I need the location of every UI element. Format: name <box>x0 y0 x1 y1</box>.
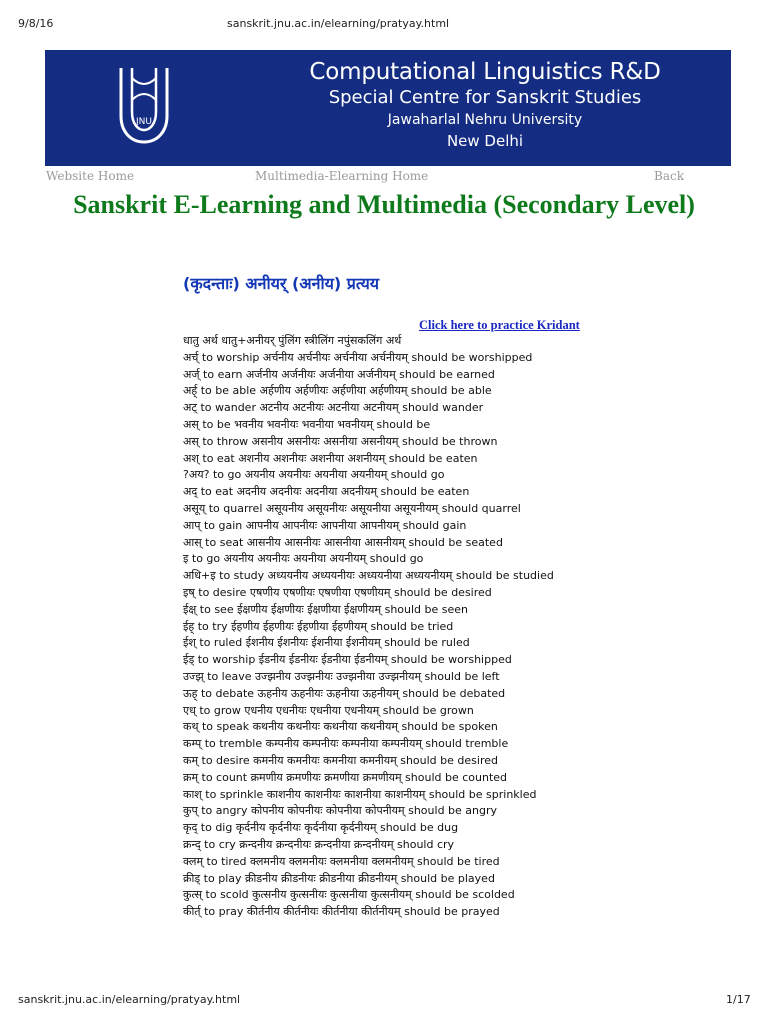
list-item: अर्च् to worship अर्चनीय अर्चनीयः अर्चनीया अर्चनीयम् should be worshipped <box>183 350 533 364</box>
list-item: कम्प् to tremble कम्पनीय कम्पनीयः कम्पनीया कम्पनीयम् should tremble <box>183 737 509 751</box>
list-item: कीर्त् to pray कीर्तनीय कीर्तनीयः कीर्तनीया कीर्तनीयम् should be prayed <box>183 905 500 919</box>
list-item: एध् to grow एधनीय एधनीयः एधनीया एधनीयम् should be grown <box>183 703 474 717</box>
list-item: अर्ज् to earn अर्जनीय अर्जनीयः अर्जनीया अर्जनीयम् should be earned <box>183 367 495 381</box>
banner-line-4: New Delhi <box>446 132 524 151</box>
print-date: 9/8/16 <box>18 17 54 30</box>
nav-back[interactable]: Back <box>654 169 684 183</box>
list-item: अस् to be भवनीय भवनीयः भवनीया भवनीयम् should be <box>183 417 431 431</box>
list-item: आप् to gain आपनीय आपनीयः आपनीया आपनीयम् should gain <box>183 518 467 532</box>
list-item: ?अय? to go अयनीय अयनीयः अयनीया अयनीयम् should go <box>183 468 445 482</box>
nav-multimedia-home[interactable]: Multimedia-Elearning Home <box>255 169 429 183</box>
list-item: ईड् to worship ईडनीय ईडनीयः ईडनीया ईडनीयम् should be worshipped <box>183 653 512 667</box>
list-item: ऊह् to debate ऊहनीय ऊहनीयः ऊहनीया ऊहनीयम् should be debated <box>183 686 506 700</box>
list-item: असूय् to quarrel असूयनीय असूयनीयः असूयनीया असूयनीयम् should quarrel <box>183 501 521 515</box>
list-item: अधि+इ to study अध्ययनीय अध्ययनीयः अध्ययनीया अध्ययनीयम् should be studied <box>183 569 554 583</box>
jnu-logo-icon <box>118 64 170 146</box>
list-item: आस् to seat आसनीय आसनीयः आसनीया आसनीयम् should be seated <box>183 535 503 549</box>
practice-kridant-link[interactable]: Click here to practice Kridant <box>419 318 580 332</box>
list-item: अश् to eat अशनीय अशनीयः अशनीया अशनीयम् should be eaten <box>183 451 478 465</box>
print-footer-url: sanskrit.jnu.ac.in/elearning/pratyay.html <box>18 993 241 1006</box>
list-header-row: धातु अर्थ धातु+अनीयर् पुंलिंग स्त्रीलिंग नपुंसकलिंग अर्थ <box>183 334 402 347</box>
list-item: अस् to throw असनीय असनीयः असनीया असनीयम् should be thrown <box>183 434 498 448</box>
list-item: अट् to wander अटनीय अटनीयः अटनीया अटनीयम् should wander <box>183 401 484 415</box>
nav-website-home[interactable]: Website Home <box>46 169 135 183</box>
list-item: क्रम् to count क्रमणीय क्रमणीयः क्रमणीया क्रमणीयम् should be counted <box>183 770 508 784</box>
pratyay-list <box>183 333 555 921</box>
list-item: इ to go अयनीय अयनीयः अयनीया अयनीयम् should go <box>183 552 424 566</box>
banner-line-2: Special Centre for Sanskrit Studies <box>328 87 642 109</box>
list-item: कुत्स् to scold कुत्सनीय कुत्सनीयः कुत्सनीया कुत्सनीयम् should be scolded <box>183 888 515 902</box>
list-item: ईक्ष् to see ईक्षणीय ईक्षणीयः ईक्षणीया ईक्षणीयम् should be seen <box>183 602 469 616</box>
list-item: कम् to desire कमनीय कमनीयः कमनीया कमनीयम् should be desired <box>183 753 498 767</box>
print-header-url: sanskrit.jnu.ac.in/elearning/pratyay.html <box>227 17 450 30</box>
banner-line-3: Jawaharlal Nehru University <box>387 112 583 129</box>
banner-text <box>275 60 695 150</box>
list-item: कुप् to angry कोपनीय कोपनीयः कोपनीया कोपनीयम् should be angry <box>183 804 498 818</box>
list-item: ईह् to try ईहणीय ईहणीयः ईहणीया ईहणीयम् should be tried <box>183 619 454 633</box>
banner-line-1: Computational Linguistics R&D <box>309 59 661 85</box>
list-item: काश् to sprinkle काशनीय काशनीयः काशनीया काशनीयम् should be sprinkled <box>183 787 537 801</box>
list-item: अर्ह् to be able अर्हणीय अर्हणीयः अर्हणीया अर्हणीयम् should be able <box>183 384 492 398</box>
page-number: 1/17 <box>726 993 751 1006</box>
page-title: Sanskrit E-Learning and Multimedia (Secondary Level) <box>73 190 695 219</box>
list-item: उज्झ् to leave उज्झनीय उज्झनीयः उज्झनीया उज्झनीयम् should be left <box>183 669 500 683</box>
list-item: अद् to eat अदनीय अदनीयः अदनीया अदनीयम् should be eaten <box>183 485 470 499</box>
list-item: कथ् to speak कथनीय कथनीयः कथनीया कथनीयम् should be spoken <box>183 720 498 734</box>
list-item: इष् to desire एषणीय एषणीयः एषणीया एषणीयम् should be desired <box>183 585 492 599</box>
list-item: क्लम् to tired क्लमनीय क्लमनीयः क्लमनीया क्लमनीयम् should be tired <box>183 854 500 868</box>
section-heading: (कृदन्ताः) अनीयर् (अनीय) प्रत्यय <box>183 274 380 293</box>
list-item: क्रीड् to play क्रीडनीय क्रीडनीयः क्रीडनीया क्रीडनीयम् should be played <box>183 871 495 885</box>
list-item: क्रन्द् to cry क्रन्दनीय क्रन्दनीयः क्रन्दनीया क्रन्दनीयम् should cry <box>183 837 455 851</box>
logo-text: JNU <box>136 117 152 127</box>
list-item: ईश् to ruled ईशनीय ईशनीयः ईशनीया ईशनीयम् should be ruled <box>183 636 470 650</box>
list-item: कृद् to dig कृर्दनीय कृर्दनीयः कृर्दनीया कृर्दनीयम् should be dug <box>183 821 459 835</box>
site-banner <box>45 50 731 166</box>
